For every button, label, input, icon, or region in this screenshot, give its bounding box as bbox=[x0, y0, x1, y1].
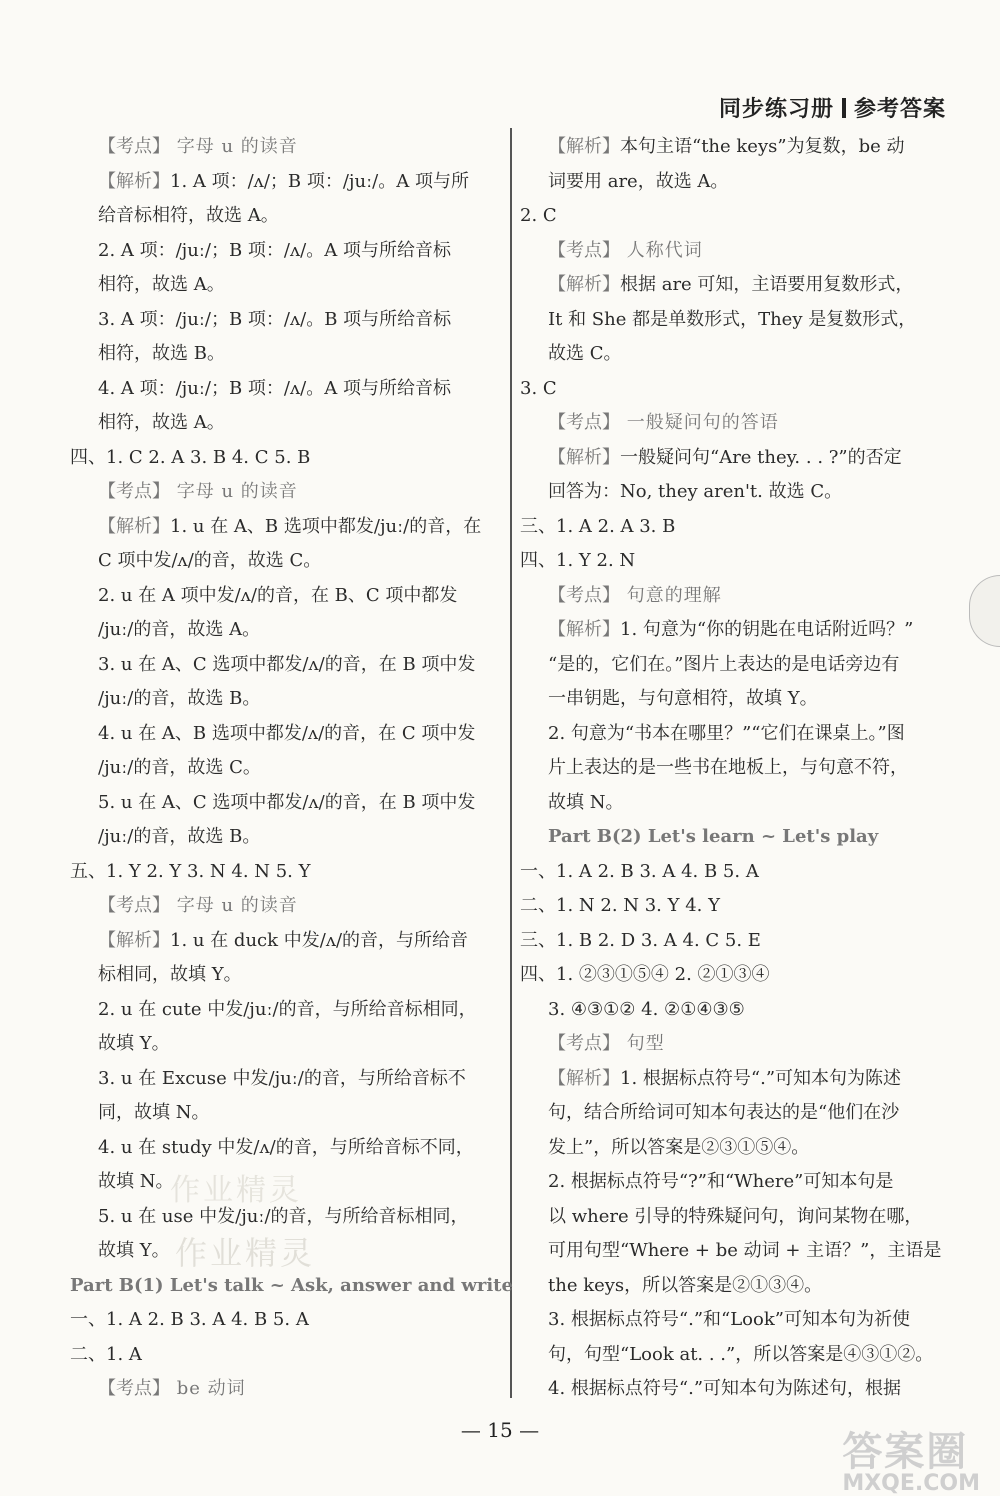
column-divider bbox=[510, 128, 512, 1398]
line-text: 三、1. A 2. A 3. B bbox=[520, 515, 676, 537]
line-text: 故填 N。 bbox=[98, 1171, 174, 1192]
answer-line bbox=[70, 441, 500, 476]
answer-line bbox=[70, 889, 500, 924]
logo-main: 答案圈 bbox=[842, 1429, 969, 1475]
line-text: 4. u 在 study 中发/ʌ/的音，与所给音标不同， bbox=[98, 1136, 474, 1158]
line-text: 故填 Y。 bbox=[98, 1240, 170, 1261]
answer-line bbox=[520, 337, 950, 372]
answer-line bbox=[520, 1303, 950, 1338]
line-text: 3. u 在 Excuse 中发/juː/的音，与所给音标不 bbox=[98, 1067, 466, 1089]
line-text: /juː/的音，故选 B。 bbox=[98, 688, 261, 709]
answer-line bbox=[520, 234, 950, 269]
answer-line bbox=[70, 855, 500, 890]
answer-line bbox=[520, 889, 950, 924]
line-text: 故选 C。 bbox=[548, 343, 622, 364]
line-text: 1. u 在 duck 中发/ʌ/的音，与所给音 bbox=[170, 929, 469, 951]
line-text: 五、1. Y 2. Y 3. N 4. N 5. Y bbox=[70, 860, 311, 882]
label-tag: 【解析】 bbox=[98, 515, 170, 537]
answer-line bbox=[520, 579, 950, 614]
answer-line bbox=[520, 924, 950, 959]
line-text: 句，句型“Look at. . .”，所以答案是④③①②。 bbox=[548, 1343, 934, 1365]
answer-line bbox=[70, 337, 500, 372]
line-text: 3. ④③①② 4. ②①④③⑤ bbox=[548, 998, 745, 1020]
answer-line bbox=[70, 1027, 500, 1062]
line-text: 故填 Y。 bbox=[98, 1033, 170, 1054]
label-tag: 【解析】 bbox=[548, 274, 620, 295]
line-text: 可用句型“Where + be 动词 + 主语？”，主语是 bbox=[548, 1240, 942, 1261]
label-tag: 【解析】 bbox=[548, 619, 620, 640]
line-text: 4. A 项：/juː/；B 项：/ʌ/。A 项与所给音标 bbox=[98, 377, 451, 399]
answer-line bbox=[520, 751, 950, 786]
answer-line bbox=[70, 165, 500, 200]
line-text: 故填 N。 bbox=[548, 791, 624, 813]
answer-line bbox=[70, 924, 500, 959]
line-text: 相符，故选 B。 bbox=[98, 343, 225, 364]
line-text: 句，结合所给词可知本句表达的是“他们在沙 bbox=[548, 1102, 900, 1123]
answer-line bbox=[520, 1234, 950, 1269]
section-title: 参考答案 bbox=[853, 97, 946, 122]
line-text: 字母 u 的读音 bbox=[170, 895, 298, 916]
line-text: 2. 根据标点符号“?”和“Where”可知本句是 bbox=[548, 1171, 894, 1192]
right-column bbox=[520, 130, 950, 1407]
answer-line bbox=[520, 1165, 950, 1200]
answer-line bbox=[70, 1096, 500, 1131]
answer-line bbox=[520, 993, 950, 1028]
line-text: 二、1. A bbox=[70, 1343, 142, 1365]
line-text: 句型 bbox=[620, 1033, 665, 1054]
answer-line bbox=[70, 993, 500, 1028]
line-text: 根据 are 可知，主语要用复数形式， bbox=[620, 274, 914, 295]
label-tag: 【考点】 bbox=[98, 1378, 170, 1399]
label-tag: 【解析】 bbox=[548, 1067, 620, 1089]
answer-line bbox=[520, 1062, 950, 1097]
line-text: 以 where 引导的特殊疑问句，询问某物在哪， bbox=[548, 1205, 923, 1227]
label-tag: 【解析】 bbox=[98, 929, 170, 951]
answer-line bbox=[70, 130, 500, 165]
line-text: 4. u 在 A、B 选项中都发/ʌ/的音，在 C 项中发 bbox=[98, 722, 476, 744]
line-text: 本句主语“the keys”为复数，be 动 bbox=[620, 136, 905, 157]
line-text: 人称代词 bbox=[620, 239, 703, 261]
answer-line bbox=[520, 717, 950, 752]
line-text: 四、1. Y 2. N bbox=[520, 550, 636, 571]
answer-line bbox=[520, 1372, 950, 1407]
answer-line bbox=[520, 1027, 950, 1062]
line-text: “是的，它们在。”图片上表达的是电话旁边有 bbox=[548, 653, 900, 675]
answer-line bbox=[520, 268, 950, 303]
answer-line bbox=[70, 579, 500, 614]
answer-line bbox=[520, 544, 950, 579]
answer-line bbox=[520, 855, 950, 890]
logo-sub: MXQE.COM bbox=[842, 1471, 980, 1496]
line-text: 字母 u 的读音 bbox=[170, 136, 298, 157]
line-text: 一、1. A 2. B 3. A 4. B 5. A bbox=[520, 860, 759, 882]
line-text: 1. u 在 A、B 选项中都发/juː/的音，在 bbox=[170, 515, 482, 537]
line-text: 3. u 在 A、C 选项中都发/ʌ/的音，在 B 项中发 bbox=[98, 653, 476, 675]
answer-line bbox=[70, 682, 500, 717]
label-tag: 【解析】 bbox=[98, 170, 170, 192]
running-header bbox=[719, 92, 946, 123]
line-text: 5. u 在 use 中发/juː/的音，与所给音标相同， bbox=[98, 1205, 469, 1227]
label-tag: 【考点】 bbox=[548, 412, 620, 433]
line-text: 1. 句意为“你的钥匙在电话附近吗？” bbox=[620, 619, 914, 640]
answer-line bbox=[70, 544, 500, 579]
label-tag: 【考点】 bbox=[548, 584, 620, 606]
header-separator bbox=[842, 98, 846, 118]
line-text: 2. C bbox=[520, 205, 557, 226]
line-text: 给音标相符，故选 A。 bbox=[98, 205, 279, 226]
answer-line bbox=[70, 199, 500, 234]
answer-line bbox=[70, 1131, 500, 1166]
line-text: 一般疑问句“Are they. . . ?”的否定 bbox=[620, 446, 902, 468]
line-text: 标相同，故填 Y。 bbox=[98, 964, 242, 985]
part-heading: Part B(2) Let's learn ~ Let's play bbox=[548, 826, 879, 847]
line-text: be 动词 bbox=[170, 1378, 246, 1399]
answer-line bbox=[520, 1269, 950, 1304]
answer-line bbox=[70, 372, 500, 407]
answer-line bbox=[70, 406, 500, 441]
answer-line bbox=[520, 786, 950, 821]
label-tag: 【考点】 bbox=[548, 239, 620, 261]
line-text: 片上表达的是一些书在地板上，与句意不符， bbox=[548, 757, 908, 778]
answer-line bbox=[520, 1200, 950, 1235]
line-text: 一串钥匙，与句意相符，故填 Y。 bbox=[548, 688, 818, 709]
line-text: 1. 根据标点符号“.”可知本句为陈述 bbox=[620, 1067, 902, 1089]
line-text: 3. C bbox=[520, 377, 557, 399]
watermark-2: 作业精灵 bbox=[175, 1234, 316, 1272]
answer-line bbox=[520, 372, 950, 407]
answer-line bbox=[70, 958, 500, 993]
answer-line bbox=[520, 682, 950, 717]
answer-line bbox=[70, 648, 500, 683]
line-text: 一般疑问句的答语 bbox=[620, 412, 779, 433]
watermark-1: 作业精灵 bbox=[170, 1173, 302, 1208]
line-text: 字母 u 的读音 bbox=[170, 481, 298, 502]
line-text: 词要用 are，故选 A。 bbox=[548, 170, 729, 192]
answer-line bbox=[520, 510, 950, 545]
answer-line bbox=[70, 786, 500, 821]
line-text: 三、1. B 2. D 3. A 4. C 5. E bbox=[520, 929, 761, 951]
answer-line bbox=[70, 820, 500, 855]
answer-line bbox=[70, 475, 500, 510]
page-number: — 15 — bbox=[460, 1418, 540, 1442]
answer-line bbox=[520, 303, 950, 338]
answer-line bbox=[520, 165, 950, 200]
answer-line bbox=[70, 234, 500, 269]
line-text: 发上”，所以答案是②③①⑤④。 bbox=[548, 1136, 810, 1158]
answer-line bbox=[520, 613, 950, 648]
line-text: 四、1. C 2. A 3. B 4. C 5. B bbox=[70, 446, 311, 468]
line-text: It 和 She 都是单数形式，They 是复数形式， bbox=[548, 308, 917, 330]
answer-line bbox=[70, 303, 500, 338]
line-text: 2. A 项：/juː/；B 项：/ʌ/。A 项与所给音标 bbox=[98, 239, 451, 261]
answer-line bbox=[70, 751, 500, 786]
book-title: 同步练习册 bbox=[718, 97, 834, 122]
answer-line bbox=[70, 613, 500, 648]
answer-line bbox=[520, 1096, 950, 1131]
line-text: 一、1. A 2. B 3. A 4. B 5. A bbox=[70, 1309, 309, 1330]
answer-line bbox=[520, 1131, 950, 1166]
site-logo bbox=[842, 1420, 980, 1496]
answer-line bbox=[520, 130, 950, 165]
line-text: the keys，所以答案是②①③④。 bbox=[548, 1274, 823, 1296]
part-heading: Part B(1) Let's talk ~ Ask, answer and write bbox=[70, 1274, 513, 1296]
line-text: C 项中发/ʌ/的音，故选 C。 bbox=[98, 550, 322, 571]
answer-line bbox=[70, 268, 500, 303]
answer-line bbox=[520, 199, 950, 234]
line-text: 相符，故选 A。 bbox=[98, 412, 225, 433]
answer-line bbox=[520, 406, 950, 441]
line-text: 句意的理解 bbox=[620, 584, 722, 606]
line-text: 2. 句意为“书本在哪里？”“它们在课桌上。”图 bbox=[548, 722, 905, 744]
label-tag: 【考点】 bbox=[98, 481, 170, 502]
label-tag: 【考点】 bbox=[98, 136, 170, 157]
answer-line bbox=[70, 717, 500, 752]
label-tag: 【解析】 bbox=[548, 136, 620, 157]
answer-line bbox=[520, 1338, 950, 1373]
line-text: 1. A 项：/ʌ/；B 项：/juː/。A 项与所 bbox=[170, 170, 469, 192]
line-text: /juː/的音，故选 C。 bbox=[98, 757, 261, 778]
line-text: 3. A 项：/juː/；B 项：/ʌ/。B 项与所给音标 bbox=[98, 308, 452, 330]
line-text: 二、1. N 2. N 3. Y 4. Y bbox=[520, 895, 721, 916]
line-text: 回答为：No, they aren't. 故选 C。 bbox=[548, 481, 843, 502]
side-tab-badge bbox=[969, 575, 1000, 647]
answer-line bbox=[70, 1062, 500, 1097]
line-text: 2. u 在 cute 中发/juː/的音，与所给音标相同， bbox=[98, 998, 477, 1020]
line-text: /juː/的音，故选 B。 bbox=[98, 826, 261, 847]
left-column bbox=[70, 130, 513, 1407]
answer-line bbox=[520, 820, 950, 855]
line-text: 5. u 在 A、C 选项中都发/ʌ/的音，在 B 项中发 bbox=[98, 791, 476, 813]
line-text: /juː/的音，故选 A。 bbox=[98, 619, 261, 640]
answer-line bbox=[520, 441, 950, 476]
answer-line bbox=[70, 510, 500, 545]
label-tag: 【考点】 bbox=[98, 895, 170, 916]
answer-line bbox=[520, 958, 950, 993]
answer-line bbox=[70, 1338, 500, 1373]
line-text: 2. u 在 A 项中发/ʌ/的音，在 B、C 项中都发 bbox=[98, 584, 458, 606]
line-text: 4. 根据标点符号“.”可知本句为陈述句，根据 bbox=[548, 1378, 902, 1399]
label-tag: 【解析】 bbox=[548, 446, 620, 468]
label-tag: 【考点】 bbox=[548, 1033, 620, 1054]
line-text: 相符，故选 A。 bbox=[98, 274, 225, 295]
answer-line bbox=[70, 1303, 500, 1338]
answer-line bbox=[520, 648, 950, 683]
line-text: 3. 根据标点符号“.”和“Look”可知本句为祈使 bbox=[548, 1309, 910, 1330]
answer-line bbox=[70, 1372, 500, 1407]
answer-line bbox=[520, 475, 950, 510]
line-text: 四、1. ②③①⑤④ 2. ②①③④ bbox=[520, 964, 770, 985]
line-text: 同，故填 N。 bbox=[98, 1102, 210, 1123]
